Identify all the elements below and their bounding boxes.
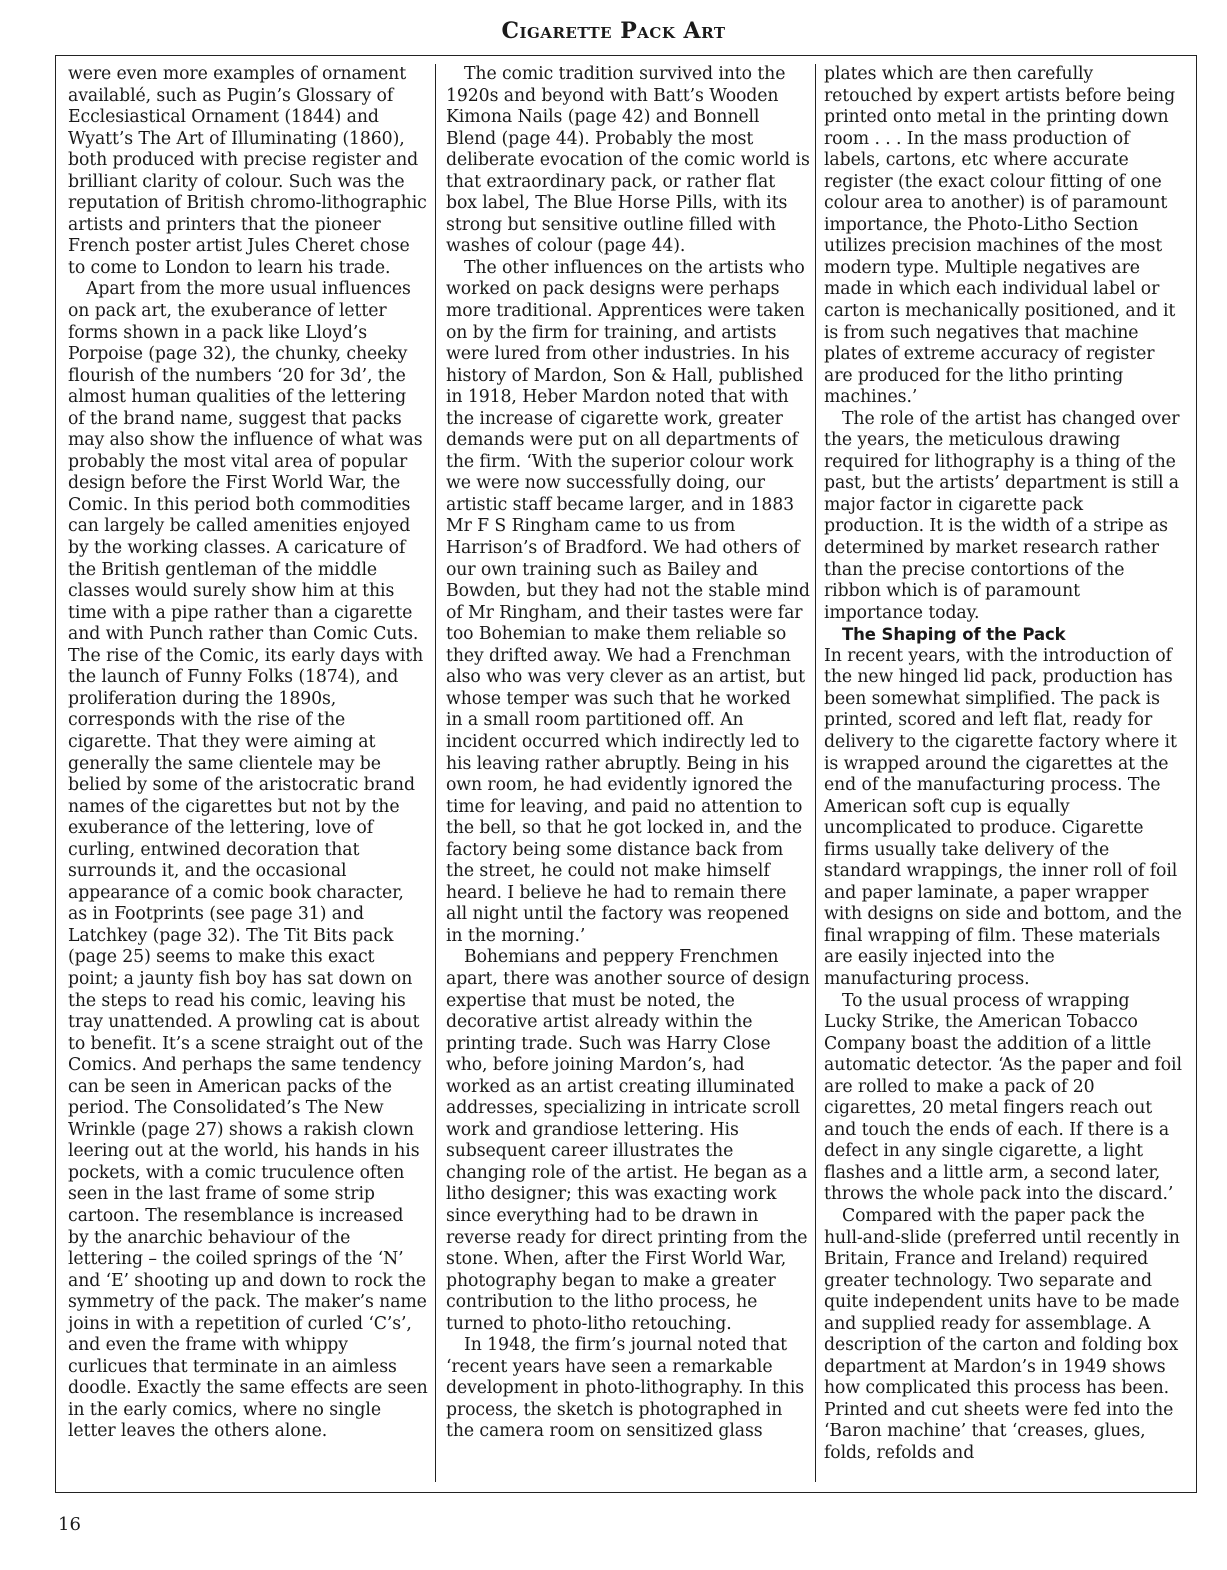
column-1 bbox=[68, 64, 428, 1443]
page-number: 16 bbox=[58, 1514, 81, 1535]
paragraph: In 1948, the firm’s journal noted that ‘recent years have seen a remarkable development in photo-lithography. In this process, the sketch is photographed in the camera room on sensitized glass bbox=[446, 1335, 805, 1442]
paragraph: plates which are then carefully retouched by expert artists before being printed onto metal in the printing down room . . . In the mass production of labels, cartons, etc where accurate register (the exact colour fitting of one colour area to another) is of paramount importance, the Photo-Litho Section utilizes precision machines of the most modern type. Multiple negatives are made in which each individual label or carton is mechanically positioned, and it is from such negatives that machine plates of extreme accuracy of register are produced for the litho printing machines.’ bbox=[824, 64, 1176, 408]
paragraph: The other influences on the artists who worked on pack designs were perhaps more traditional. Apprentices were taken on by the firm for training, and artists were lured from other industries. In his history of Mardon, Son & Hall, published in 1918, Heber Mardon noted that with the increase of cigarette work, greater demands were put on all departments of the firm. ‘With the superior colour work we were now successfully doing, our artistic staff became larger, and in 1883 Mr F S Ringham came to us from Harrison’s of Bradford. We had others of our own training such as Bailey and Bowden, but they had not the stable mind of Mr Ringham, and their tastes were far too Bohemian to make them reliable so they drifted away. We had a Frenchman also who was very clever as an artist, but whose temper was such that he worked in a small room partitioned off. An incident occurred which indirectly led to his leaving rather abruptly. Being in his own room, he had evidently ignored the time for leaving, and paid no attention to the bell, so that he got locked in, and the factory being some distance back from the street, he could not make himself heard. I believe he had to remain there all night until the factory was reopened in the morning.’ bbox=[446, 257, 810, 946]
page-header: Cigarette Pack Art bbox=[501, 18, 726, 44]
column-2 bbox=[446, 64, 810, 1443]
column-3 bbox=[824, 64, 1184, 1465]
paragraph: In recent years, with the introduction of the new hinged lid pack, production has been somewhat simplified. The pack is printed, scored and left flat, ready for delivery to the cigarette factory where it is wrapped around the cigarettes at the end of the manufacturing process. The American soft cup is equally uncomplicated to produce. Cigarette firms usually take delivery of the standard wrappings, the inner roll of foil and paper laminate, a paper wrapper with designs on side and bottom, and the final wrapping of film. These materials are easily injected into the manufacturing process. bbox=[824, 645, 1182, 989]
paragraph: The comic tradition survived into the 1920s and beyond with Batt’s Wooden Kimona Nails (page 42) and Bonnell Blend (page 44). Probably the most deliberate evocation of the comic world is that extraordinary pack, or rather flat box label, The Blue Horse Pills, with its strong but sensitive outline filled with washes of colour (page 44). bbox=[446, 64, 810, 257]
paragraph: Apart from the more usual influences on pack art, the exuberance of letter forms shown in a pack like Lloyd’s Porpoise (page 32), the chunky, cheeky flourish of the numbers ‘20 for 3d’, the almost human qualities of the lettering of the brand name, suggest that packs may also show the influence of what was probably the most vital area of popular design before the First World War, the Comic. In this period both commodities can largely be called amenities enjoyed by the working classes. A caricature of the British gentleman of the middle classes would surely show him at this time with a pipe rather than a cigarette and with Punch rather than Comic Cuts. The rise of the Comic, its early days with the launch of Funny Folks (1874), and proliferation during the 1890s, corresponds with the rise of the cigarette. That they were aiming at generally the same clientele may be belied by some of the aristocratic brand names of the cigarettes but not by the exuberance of the lettering, love of curling, entwined decoration that surrounds it, and the occasional appearance of a comic book character, as in Footprints (see page 31) and Latchkey (page 32). The Tit Bits pack (page 25) seems to make this exact point; a jaunty fish boy has sat down on the steps to read his comic, leaving his tray unattended. A prowling cat is about to benefit. It’s a scene straight out of the Comics. And perhaps the same tendency can be seen in American packs of the period. The Consolidated’s The New Wrinkle (page 27) shows a rakish clown leering out at the world, his hands in his pockets, with a comic truculence often seen in the last frame of some strip cartoon. The resemblance is increased by the anarchic behaviour of the lettering – the coiled springs of the ‘N’ and ‘E’ shooting up and down to rock the symmetry of the pack. The maker’s name joins in with a repetition of curled ‘C’s’, and even the frame with whippy curlicues that terminate in an aimless doodle. Exactly the same effects are seen in the early comics, where no single letter leaves the others alone. bbox=[68, 279, 428, 1442]
paragraph: were even more examples of ornament availablé, such as Pugin’s Glossary of Ecclesiastical Ornament (1844) and Wyatt’s The Art of Illuminating (1860), both produced with precise register and brilliant clarity of colour. Such was the reputation of British chromo-lithographic artists and printers that the pioneer French poster artist Jules Cheret chose to come to London to learn his trade. bbox=[68, 64, 427, 278]
paragraph: Compared with the paper pack the hull-and-slide (preferred until recently in Britain, France and Ireland) required greater technology. Two separate and quite independent units have to be made and supplied ready for assemblage. A description of the carton and folding box department at Mardon’s in 1949 shows how complicated this process has been. Printed and cut sheets were fed into the ‘Baron machine’ that ‘creases, glues, folds, refolds and bbox=[824, 1205, 1180, 1463]
column-rule-1 bbox=[435, 64, 436, 1482]
paragraph: Bohemians and peppery Frenchmen apart, there was another source of design expertise that must be noted, the decorative artist already within the printing trade. Such was Harry Close who, before joining Mardon’s, had worked as an artist creating illuminated addresses, specializing in intricate scroll work and grandiose lettering. His subsequent career illustrates the changing role of the artist. He began as a litho designer; this was exacting work since everything had to be drawn in reverse ready for direct printing from the stone. When, after the First World War, photography began to make a greater contribution to the litho process, he turned to photo-litho retouching. bbox=[446, 947, 810, 1334]
paragraph: To the usual process of wrapping Lucky Strike, the American Tobacco Company boast the addition of a little automatic detector. ‘As the paper and foil are rolled to make a pack of 20 cigarettes, 20 metal fingers reach out and touch the ends of each. If there is a defect in any single cigarette, a light flashes and a little arm, a second later, throws the whole pack into the discard.’ bbox=[824, 990, 1182, 1205]
paragraph: The role of the artist has changed over the years, the meticulous drawing required for lithography is a thing of the past, but the artists’ department is still a major factor in cigarette pack production. It is the width of a stripe as determined by market research rather than the precise contortions of the ribbon which is of paramount importance today. bbox=[824, 408, 1180, 623]
column-rule-2 bbox=[815, 64, 816, 1482]
section-heading: The Shaping of the Pack bbox=[842, 625, 1066, 645]
